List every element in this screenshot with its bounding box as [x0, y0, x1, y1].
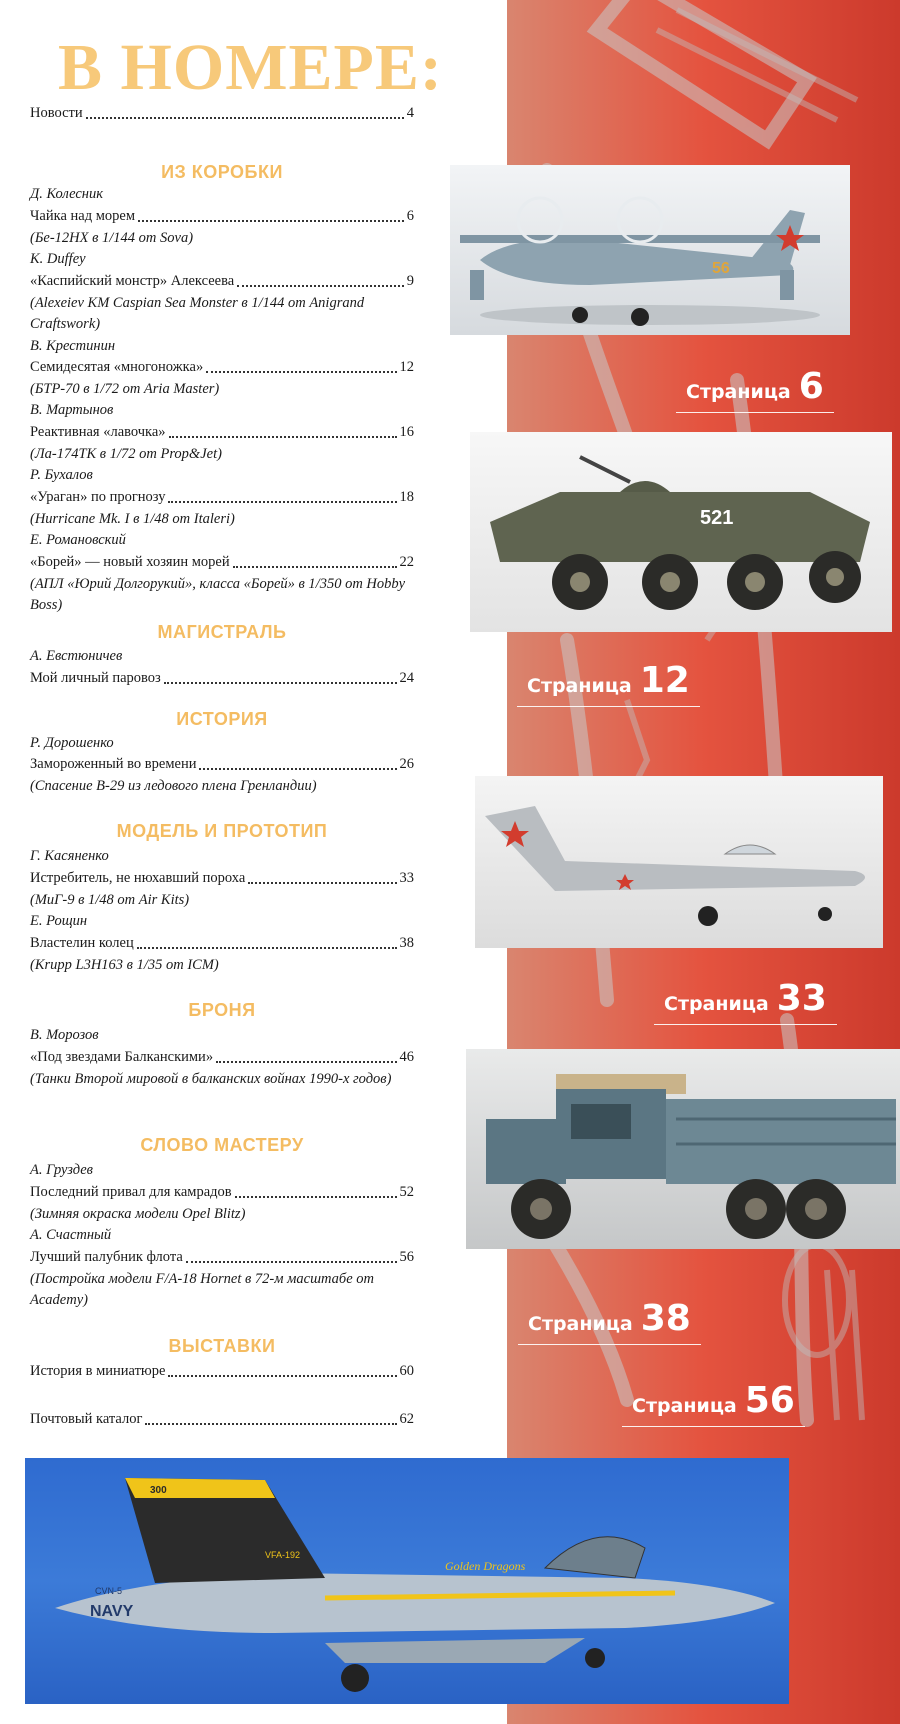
toc-entry[interactable]: Семидесятая «многоножка» 12	[30, 359, 414, 375]
toc-author: В. Морозов	[30, 1027, 99, 1043]
toc-entry[interactable]: Почтовый каталог 62	[30, 1411, 414, 1427]
toc-author: Г. Касяненко	[30, 848, 109, 864]
toc-author: А. Евстюничев	[30, 648, 123, 664]
toc-author: В. Мартынов	[30, 402, 114, 418]
toc-entry[interactable]: История в миниатюре 60	[30, 1363, 414, 1379]
truck-illustration	[466, 1049, 900, 1249]
section-heading-word-to-master: СЛОВО МАСТЕРУ	[140, 1135, 304, 1155]
section-heading-history: ИСТОРИЯ	[176, 709, 268, 729]
squadron-marking: VFA-192	[265, 1550, 301, 1560]
toc-description: (Зимняя окраска модели Opel Blitz)	[30, 1206, 246, 1222]
toc-entry[interactable]: Мой личный паровоз 24	[30, 670, 414, 686]
toc-entry[interactable]: Истребитель, не нюхавший пороха 33	[30, 870, 414, 886]
seaplane-illustration	[450, 165, 850, 335]
toc-entry[interactable]: Последний привал для камрадов 52	[30, 1184, 414, 1200]
toc-description: (Alexeiev KM Caspian Sea Monster в 1/144 от Anigrand Craftswork)	[30, 295, 365, 332]
toc-description: (Ла-174ТК в 1/72 от Prop&Jet)	[30, 446, 222, 462]
toc-author: Р. Дорошенко	[30, 735, 114, 751]
toc-author: А. Груздев	[30, 1162, 93, 1178]
vehicle-number: 521	[700, 507, 734, 529]
toc-description: (БТР-70 в 1/72 от Aria Master)	[30, 381, 220, 397]
carrier-marking: CVN-5	[95, 1586, 123, 1596]
page-title: В НОМЕРЕ:	[58, 31, 443, 104]
toc-entry[interactable]: Чайка над морем 6	[30, 208, 414, 224]
modex-marking: 300	[150, 1485, 167, 1496]
toc-entry[interactable]: «Под звездами Балканскими» 46	[30, 1049, 414, 1065]
page-reference-label: Страница 6	[686, 366, 824, 407]
page-reference-label: Страница 38	[528, 1298, 691, 1339]
toc-entry[interactable]: «Каспийский монстр» Алексеева 9	[30, 273, 414, 289]
toc-entry[interactable]: «Борей» — новый хозяин морей 22	[30, 554, 414, 570]
toc-description: (МиГ-9 в 1/48 от Air Kits)	[30, 892, 190, 908]
aircraft-side-number: 56	[712, 260, 730, 277]
toc-entry[interactable]: «Ураган» по прогнозу 18	[30, 489, 414, 505]
jet-fighter-illustration	[475, 776, 883, 948]
toc-entry[interactable]: Реактивная «лавочка» 16	[30, 424, 414, 440]
section-heading-mainline: МАГИСТРАЛЬ	[157, 622, 287, 642]
section-heading-model-prototype: МОДЕЛЬ И ПРОТОТИП	[116, 821, 328, 841]
hornet-model-photo	[25, 1458, 789, 1704]
squadron-name-marking: Golden Dragons	[445, 1559, 526, 1573]
navy-marking: NAVY	[90, 1603, 134, 1620]
jet-fighter-model-photo	[475, 776, 883, 948]
hornet-illustration	[25, 1458, 789, 1704]
toc-author: Е. Романовский	[30, 532, 126, 548]
page-reference-label: Страница 33	[664, 978, 827, 1019]
toc-entry[interactable]: Властелин колец 38	[30, 935, 414, 951]
section-heading-armor: БРОНЯ	[188, 1000, 256, 1020]
toc-description: (Танки Второй мировой в балканских войнах 1990-х годов)	[30, 1071, 392, 1087]
toc-description: (АПЛ «Юрий Долгорукий», класса «Борей» в 1/350 от Hobby Boss)	[30, 576, 406, 613]
toc-author: K. Duffey	[30, 251, 86, 267]
section-heading-exhibitions: ВЫСТАВКИ	[168, 1336, 276, 1356]
page-reference-label: Страница 56	[632, 1380, 795, 1421]
section-heading-from-box: ИЗ КОРОБКИ	[161, 162, 283, 182]
apc-illustration	[470, 432, 892, 632]
toc-description: (Бе-12НХ в 1/144 от Sova)	[30, 230, 194, 246]
toc-author: Р. Бухалов	[30, 467, 93, 483]
toc-entry[interactable]: Лучший палубник флота 56	[30, 1249, 414, 1265]
toc-entry[interactable]: Замороженный во времени 26	[30, 756, 414, 772]
page-reference-label: Страница 12	[527, 660, 690, 701]
toc-description: (Krupp L3H163 в 1/35 от ICM)	[30, 957, 219, 973]
toc-author: Д. Колесник	[30, 186, 104, 202]
seaplane-model-photo	[450, 165, 850, 335]
apc-model-photo	[470, 432, 892, 632]
toc-description: (Спасение B-29 из ледового плена Гренландии)	[30, 778, 317, 794]
toc-description: (Постройка модели F/A-18 Hornet в 72-м масштабе от Academy)	[30, 1271, 374, 1308]
toc-author: В. Крестинин	[30, 338, 116, 354]
truck-model-photo	[466, 1049, 900, 1249]
toc-entry-news[interactable]: Новости 4	[30, 105, 414, 121]
toc-author: А. Счастный	[30, 1227, 112, 1243]
toc-description: (Hurricane Mk. I в 1/48 от Italeri)	[30, 511, 235, 527]
toc-author: Е. Рощин	[30, 913, 88, 929]
